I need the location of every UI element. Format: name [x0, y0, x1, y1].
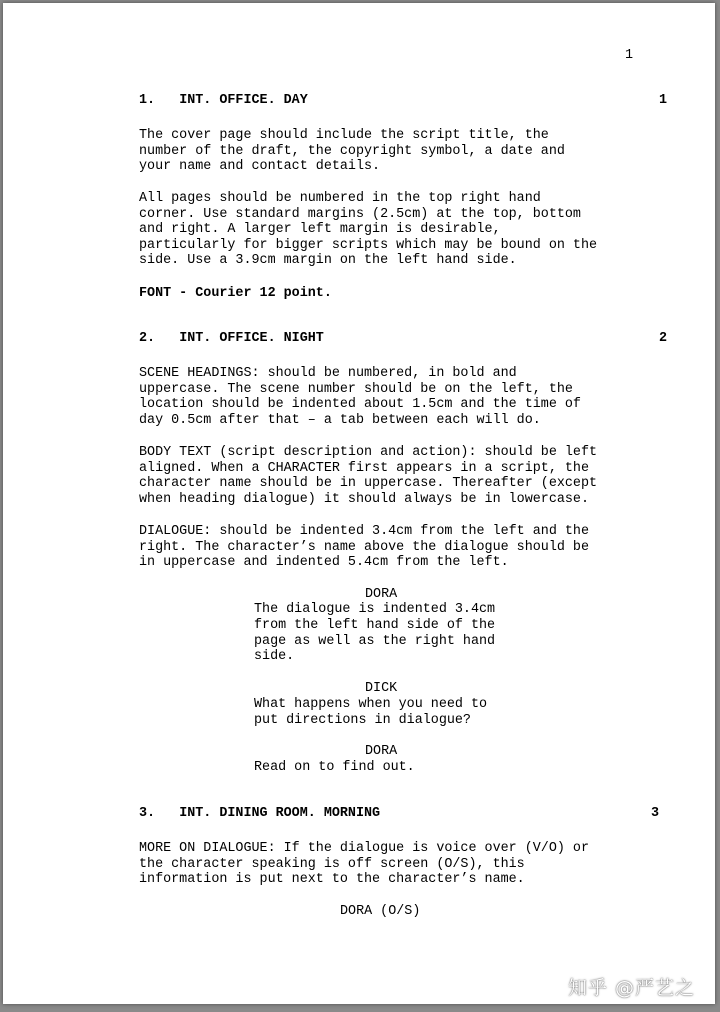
scene-number-right-3: 3: [651, 806, 660, 821]
body-paragraph: BODY TEXT (script description and action): should be left aligned. When a CHARACTER first appears in a script, the character name should be in uppercase. Thereafter (except when heading dialogue) it should always be in lowercase.: [139, 445, 598, 507]
scene-heading-text: INT. DINING ROOM. MORNING: [179, 806, 381, 821]
dialogue-text: The dialogue is indented 3.4cm from the left hand side of the page as well as the right hand side.: [254, 602, 496, 665]
dialogue-text: Read on to find out.: [254, 760, 415, 775]
scene-heading-3: [139, 806, 380, 821]
scene-heading-text: INT. OFFICE. DAY: [179, 93, 308, 108]
scene-number-right-2: 2: [659, 331, 668, 346]
body-paragraph: DIALOGUE: should be indented 3.4cm from the left and the right. The character’s name above the dialogue should be in uppercase and indented 5.4cm from the left.: [139, 524, 589, 571]
character-name: DICK: [365, 681, 398, 696]
character-name: DORA (O/S): [340, 904, 421, 919]
scene-number-label: 1.: [139, 93, 156, 108]
body-paragraph: MORE ON DIALOGUE: If the dialogue is voice over (V/O) or the character speaking is off screen (O/S), this information is put next to the character’s name.: [139, 841, 589, 888]
watermark: 知乎 @严艺之: [568, 977, 696, 999]
character-name: DORA: [365, 587, 398, 602]
body-paragraph: The cover page should include the script title, the number of the draft, the copyright symbol, a date and your name and contact details.: [139, 128, 565, 175]
scene-number-right-1: 1: [659, 93, 668, 108]
scene-heading-1: [139, 93, 308, 108]
body-paragraph: All pages should be numbered in the top right hand corner. Use standard margins (2.5cm) at the top, bottom and right. A larger left margin is desirable, particularly for bigger scripts which may be bound on the side. Use a 3.9cm margin on the left hand side.: [139, 191, 598, 269]
scene-number-label: 2.: [139, 331, 156, 346]
character-name: DORA: [365, 744, 398, 759]
font-note: FONT - Courier 12 point.: [139, 286, 332, 301]
page-number: 1: [625, 48, 634, 63]
scene-heading-2: [139, 331, 324, 346]
dialogue-text: What happens when you need to put directions in dialogue?: [254, 697, 488, 728]
body-paragraph: SCENE HEADINGS: should be numbered, in bold and uppercase. The scene number should be on the left, the location should be indented about 1.5cm and the time of day 0.5cm after that – a tab between each will do.: [139, 366, 581, 428]
scene-number-label: 3.: [139, 806, 156, 821]
script-page: [3, 3, 715, 1004]
scene-heading-text: INT. OFFICE. NIGHT: [179, 331, 324, 346]
